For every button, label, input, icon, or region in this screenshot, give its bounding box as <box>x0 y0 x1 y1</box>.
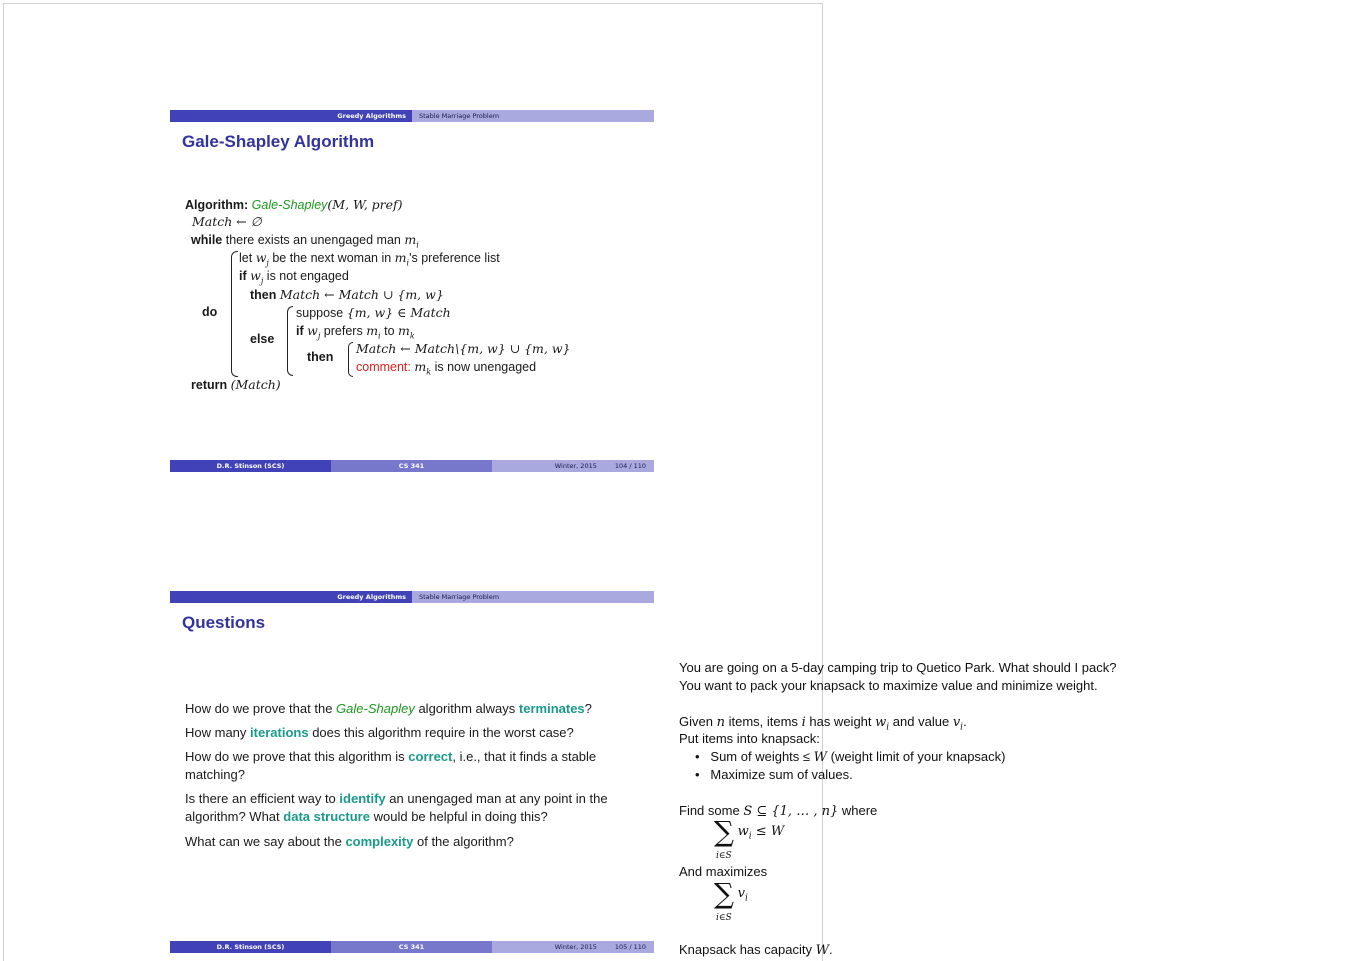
do-keyword: do <box>202 305 218 319</box>
question-1: How do we prove that the Gale-Shapley algorithm always terminates? <box>185 701 592 716</box>
init-line: Match ← ∅ <box>192 214 262 229</box>
slide-footer: D.R. Stinson (SCS) CS 341 Winter, 2015 105 / 110 <box>170 941 654 953</box>
note-line-3: Given n items, items i has weight $w_i$ and value $v_i$. <box>679 714 967 733</box>
note-line-4: Put items into knapsack: <box>679 731 820 746</box>
slide-questions <box>170 591 654 955</box>
else-keyword: else <box>250 332 275 346</box>
if-line: if $w_j$ is not engaged <box>239 268 349 286</box>
header-subsection: Stable Marriage Problem <box>412 110 654 122</box>
question-3: How do we prove that this algorithm is correct, i.e., that it finds a stable matching? <box>185 749 597 782</box>
note-and-maximizes: And maximizes <box>679 864 768 879</box>
sum-weights: ∑ $w_i \le W$ i∈S <box>714 815 785 861</box>
let-line: let $w_j$ be the next woman in $m_i's$ preference list <box>239 250 500 268</box>
then-brace <box>348 342 353 377</box>
sum-values: ∑ $v_i$ i∈S <box>714 877 748 923</box>
algorithm-heading: Algorithm: Gale-Shapley(M, W, pref) <box>185 197 403 212</box>
header-section: Greedy Algorithms <box>170 110 412 122</box>
header-subsection: Stable Marriage Problem <box>412 591 654 603</box>
note-line-1: You are going on a 5-day camping trip to Quetico Park. What should I pack? <box>679 660 1117 675</box>
question-4: Is there an efficient way to identify an unengaged man at any point in the algorithm? What data structure would be helpful in doing this? <box>185 791 608 824</box>
slide-footer: D.R. Stinson (SCS) CS 341 Winter, 2015 104 / 110 <box>170 460 654 472</box>
slide-title: Gale-Shapley Algorithm <box>182 132 375 151</box>
note-bullet-2: • Maximize sum of values. <box>695 767 853 782</box>
page-number: 105 / 110 <box>614 943 646 951</box>
slide-gale-shapley <box>170 110 654 474</box>
note-line-2: You want to pack your knapsack to maximize value and minimize weight. <box>679 678 1098 693</box>
else-brace <box>287 306 293 376</box>
header-section: Greedy Algorithms <box>170 591 412 603</box>
note-capacity: Knapsack has capacity W. <box>679 942 833 958</box>
note-bullet-1: • Sum of weights ≤ W (weight limit of your knapsack) <box>695 749 1006 765</box>
suppose-line: suppose {m, w} ∈ Match <box>296 305 451 320</box>
while-line: while there exists an unengaged man $m_i$ <box>191 232 419 250</box>
page-number: 104 / 110 <box>614 462 646 470</box>
question-2: How many iterations does this algorithm require in the worst case? <box>185 725 574 740</box>
slide-title: Questions <box>182 613 266 632</box>
then2-keyword: then <box>307 350 334 364</box>
if-prefers-line: if $w_j$ prefers $m_i$ to $m_k$ <box>296 323 415 341</box>
question-5: What can we say about the complexity of the algorithm? <box>185 834 514 849</box>
slide-header <box>170 110 654 122</box>
comment-line: comment: $m_k$ is now unengaged <box>356 359 537 377</box>
do-brace <box>231 251 238 377</box>
return-line: return (Match) <box>191 377 281 392</box>
algorithm-name: Gale-Shapley <box>251 198 328 212</box>
then-line: then Match ← Match ∪ {m, w} <box>250 287 444 302</box>
note-find: Find some S ⊆ {1, … , n} where <box>679 803 878 819</box>
then2-expr: Match ← Match\{m, w} ∪ {m, w} <box>356 341 571 356</box>
slide-header <box>170 591 654 603</box>
